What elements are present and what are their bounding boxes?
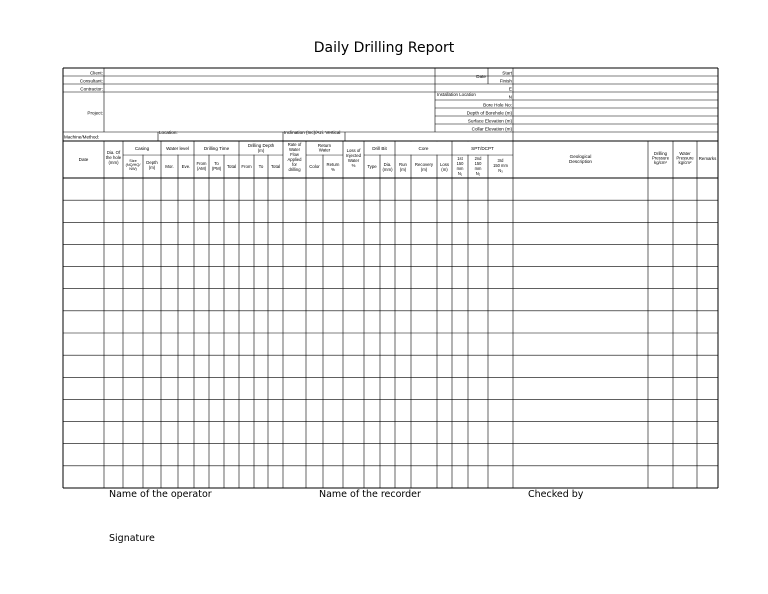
- col-core-recovery: (m): [420, 167, 428, 172]
- col-loss-water: Loss of: [346, 148, 361, 153]
- col-core-run: Run: [399, 162, 407, 167]
- col-spt: SPT/DCPT: [471, 146, 494, 151]
- col-return-color: Color: [309, 164, 320, 169]
- collar-elevation-label: Collar Elevation (m): [471, 126, 512, 132]
- northing-label: N: [508, 94, 512, 100]
- contractor-label: Contractor:: [80, 86, 103, 92]
- col-casing: Casing: [134, 146, 150, 151]
- col-depth-from: From: [241, 164, 252, 169]
- col-dia-hole: the hole: [105, 155, 122, 160]
- location-label: Location:: [159, 130, 178, 135]
- col-core-recovery: Recovery: [414, 162, 434, 167]
- col-depth-to: To: [258, 164, 264, 169]
- surface-elevation-label: Surface Elevation (m): [467, 118, 512, 124]
- col-water-pressure: kg/cm²: [678, 160, 692, 165]
- col-time-from: (AM): [196, 166, 207, 171]
- col-casing-size: (NQ/HQ/: [125, 163, 141, 167]
- col-core: Core: [418, 146, 429, 151]
- col-spt-n2: mm: [474, 166, 482, 171]
- col-date: Date: [78, 157, 89, 162]
- col-water-flow-rate: Rate of: [287, 142, 302, 147]
- project-label: Project:: [87, 110, 103, 116]
- col-drilling-depth: Drilling Depth: [247, 143, 275, 148]
- machine-method-label: Machine/Method:: [64, 134, 100, 140]
- col-casing-depth: (m): [148, 165, 156, 170]
- col-water-flow-rate: Flow: [290, 152, 299, 157]
- col-drilling-pressure: Pressure: [651, 155, 670, 161]
- col-water-level: Water level: [166, 146, 189, 151]
- col-spt-n2: 2nd: [474, 156, 482, 161]
- col-water-flow-rate: for: [292, 162, 297, 167]
- col-return-pct: Return: [326, 162, 340, 167]
- col-water-pressure: Pressure: [676, 155, 694, 161]
- col-depth-total: Total: [270, 164, 281, 169]
- col-drilling-depth: (m): [257, 148, 265, 153]
- col-drilling-pressure: Drilling: [653, 151, 668, 156]
- col-casing-size: Size: [129, 159, 137, 163]
- start-label: Start: [502, 70, 512, 76]
- installation-location-label: Installation Location: [437, 92, 476, 97]
- col-water-pressure: Water: [679, 151, 691, 156]
- borehole-depth-label: Depth of Borehole (m): [466, 110, 512, 116]
- col-spt-n3: 3rd: [497, 158, 504, 163]
- col-remarks: Remarks: [698, 156, 717, 161]
- col-spt-n3: N₃: [498, 168, 503, 173]
- col-spt-n2: 150: [474, 161, 482, 166]
- col-time-to: (PM): [211, 166, 222, 171]
- col-spt-n1: N₁: [457, 171, 463, 176]
- operator-name-label: Name of the operator: [109, 489, 212, 500]
- col-loss-water: %: [351, 163, 356, 168]
- col-time-total: Total: [226, 164, 237, 169]
- col-spt-n1: 1st: [457, 156, 463, 161]
- col-geological-description: Description: [569, 159, 592, 164]
- col-core-loss: Loss: [439, 162, 450, 167]
- checked-by-label: Checked by: [528, 489, 584, 500]
- col-time-from: From: [196, 161, 207, 166]
- col-geological-description: Geological: [569, 154, 592, 159]
- col-spt-n3: 150 mm: [493, 163, 508, 168]
- col-water-mor: Mor.: [165, 164, 174, 169]
- col-water-flow-rate: drilling: [288, 167, 301, 172]
- col-water-flow-rate: Applied: [287, 157, 302, 162]
- report-title: Daily Drilling Report: [313, 40, 455, 56]
- col-loss-water: Injected: [345, 153, 362, 158]
- col-drill-bit: Drill Bit: [372, 146, 387, 151]
- col-water-eve: Eve.: [181, 164, 191, 169]
- easting-label: E: [508, 86, 512, 92]
- col-bit-dia: (mm): [382, 167, 393, 172]
- col-casing-depth: Depth: [146, 160, 158, 165]
- col-return-pct: %: [331, 167, 335, 172]
- finish-label: Finish: [499, 78, 512, 84]
- borehole-no-label: Bore Hole No:: [483, 102, 512, 108]
- col-core-run: (m): [399, 167, 407, 172]
- col-casing-size: NW): [129, 167, 137, 171]
- col-core-loss: (m): [441, 167, 448, 172]
- col-spt-n1: mm: [456, 166, 464, 171]
- date-label: Date: [476, 74, 486, 79]
- client-label: Client:: [89, 70, 103, 76]
- col-drilling-pressure: kg/cm²: [654, 160, 667, 165]
- col-spt-n1: 150: [456, 161, 464, 166]
- col-water-flow-rate: Water: [288, 147, 301, 152]
- col-drilling-time: Drilling Time: [203, 146, 230, 151]
- col-return-water: Return: [317, 143, 332, 148]
- col-time-to: To: [214, 161, 219, 166]
- col-bit-dia: Dia.: [383, 162, 392, 167]
- inclination-label: Inclination (Inc)/Azi. Vertical: [284, 130, 341, 135]
- consultant-label: Consultant:: [79, 78, 103, 84]
- col-return-water: Water: [318, 147, 331, 153]
- col-spt-n2: N₂: [475, 171, 481, 176]
- col-loss-water: Water: [347, 158, 360, 163]
- recorder-name-label: Name of the recorder: [319, 489, 421, 500]
- signature-label: Signature: [109, 533, 155, 544]
- col-dia-hole: Dia. Of: [106, 150, 121, 155]
- col-bit-type: Type: [367, 164, 377, 169]
- col-dia-hole: (mm): [108, 160, 119, 165]
